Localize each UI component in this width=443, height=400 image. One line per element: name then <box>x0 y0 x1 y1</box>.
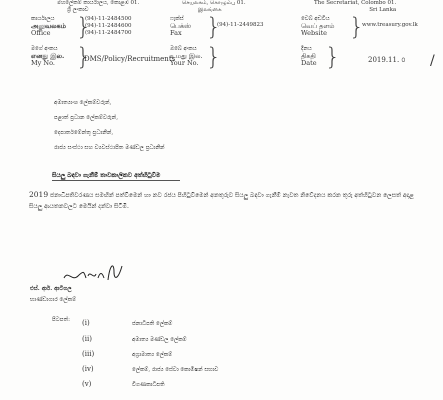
phone-3: (94)-11-2484700 <box>85 30 132 36</box>
signatory-name: එස්. ආර්. ආටිගල <box>30 286 72 292</box>
website-label-en: Website <box>301 29 328 37</box>
office-label-si: කාර්යාලය <box>31 16 55 22</box>
copy-recipient-3: අග්‍රාමාත්‍ය ලේකම් <box>132 352 173 358</box>
date-brace: } <box>325 43 341 71</box>
date-label-si: දිනය <box>301 46 312 52</box>
my-no-label <box>31 46 64 67</box>
copy-number-2: (ii) <box>82 335 92 343</box>
fax-label-en: Fax <box>170 29 182 37</box>
body-year: 2019 <box>29 190 49 199</box>
address-sinhala-line1: මහලේකම් කාර්යාලය, කොළඹ 01. <box>57 0 140 6</box>
address-english-line1: The Secretariat, Colombo 01. <box>314 0 397 6</box>
handwritten-signature <box>62 258 132 286</box>
copy-number-5: (v) <box>82 380 92 388</box>
phone-2: (94)-11-2484600 <box>85 23 132 29</box>
your-no-label <box>170 46 203 67</box>
date-slash: / <box>430 53 435 69</box>
your-no-label-si: ඔබේ අංකය <box>170 46 197 52</box>
phone-1: (94)-11-2484500 <box>85 16 132 22</box>
website-url: www.treasury.gov.lk <box>362 22 418 28</box>
copy-recipient-1: ජනාධිපති ලේකම් <box>132 321 173 327</box>
subject-line: සියලු බඳවා ගැනීම් තාවකාලිකව අත්හිටුවීම <box>52 172 161 179</box>
date-label <box>301 46 317 67</box>
addressee-2: පළාත් ප්‍රධාන ලේකම්වරුන්, <box>54 115 118 121</box>
office-label <box>31 16 66 37</box>
addressee-4: රාජ්‍ය සංස්ථා සහ ව්‍යවස්ථාපිත මණ්ඩල ප්‍රධානීන් <box>54 145 165 151</box>
my-no-label-ta: எனது இல. <box>31 52 65 60</box>
copies-label: පිටපත්: <box>52 317 71 323</box>
website-label-ta: வெப் தளம் <box>301 22 335 30</box>
website-brace: } <box>349 13 365 41</box>
body-text: ජනාධිපතිවරණය සමඟින් පත්විමෙන් හා නව රජය පිහිටුවීමෙන් අනතුරුව සියලු බඳවා ගැනීම් නැවත නිවේදනය කරන තුරු අත්හිටුවන ලෙසත් අදාළ සියලු ආයතනවලට මෙයින් දන්වා සිටිමි. <box>29 192 414 210</box>
fax-label-si: ෆැක්ස් <box>170 16 184 22</box>
my-no-label-en: My No. <box>31 59 55 67</box>
address-sinhala-line2: ශ්‍රී ලංකාව <box>67 6 89 13</box>
address-english-line2: Sri Lanka <box>369 6 397 13</box>
my-no-label-si: මගේ අංකය <box>31 46 58 52</box>
addressee-3: දෙපාර්තමේන්තු ප්‍රධානීන්, <box>54 130 114 136</box>
copy-recipient-2: අමාත්‍ය මණ්ඩල ලේකම් <box>132 337 187 343</box>
copy-recipient-5: විගණකාධිපති <box>132 382 165 388</box>
your-no-label-en: Your No. <box>170 59 199 67</box>
address-tamil <box>182 0 246 13</box>
my-no-brace: } <box>76 43 92 71</box>
copy-number-4: (iv) <box>82 365 94 373</box>
office-phones <box>85 16 132 37</box>
date-value: 2019.11. ௦ <box>368 56 406 64</box>
office-label-ta: அலுவலகம் <box>31 22 66 30</box>
addressee-1: අමාත්‍යාංශ ලේකම්වරුන්, <box>54 100 112 106</box>
fax-label-ta: பெக்ஸ் <box>170 22 192 30</box>
your-no-label-ta: உமது இல. <box>170 52 203 60</box>
address-sinhala <box>57 0 139 13</box>
website-label-si: වෙබ් අඩවිය <box>301 16 330 22</box>
copy-number-1: (i) <box>82 319 90 327</box>
date-label-ta: திகதி <box>301 52 316 60</box>
your-no-brace: } <box>206 43 222 71</box>
copy-recipient-4: ලේකම්, රාජ්‍ය සේවා කොමිෂන් සභාව <box>132 367 219 373</box>
subject-underline <box>52 180 180 181</box>
date-label-en: Date <box>301 59 317 67</box>
website-label <box>301 16 335 37</box>
fax-number: (94)-11-2449823 <box>217 22 264 28</box>
fax-brace: } <box>206 13 222 41</box>
my-no-value: DMS/Policy/Recruitments <box>84 55 176 63</box>
copy-number-3: (iii) <box>82 350 95 358</box>
signatory-title: භාණ්ඩාගාර ලේකම් <box>30 297 77 303</box>
body-paragraph <box>29 189 425 212</box>
office-brace: } <box>76 13 92 41</box>
address-english <box>314 0 396 13</box>
office-label-en: Office <box>31 29 51 37</box>
fax-label <box>170 16 191 37</box>
address-tamil-line1: செயலகம், கொழும்பு 01. <box>182 0 246 6</box>
address-tamil-line2: இலங்கை <box>198 6 222 13</box>
